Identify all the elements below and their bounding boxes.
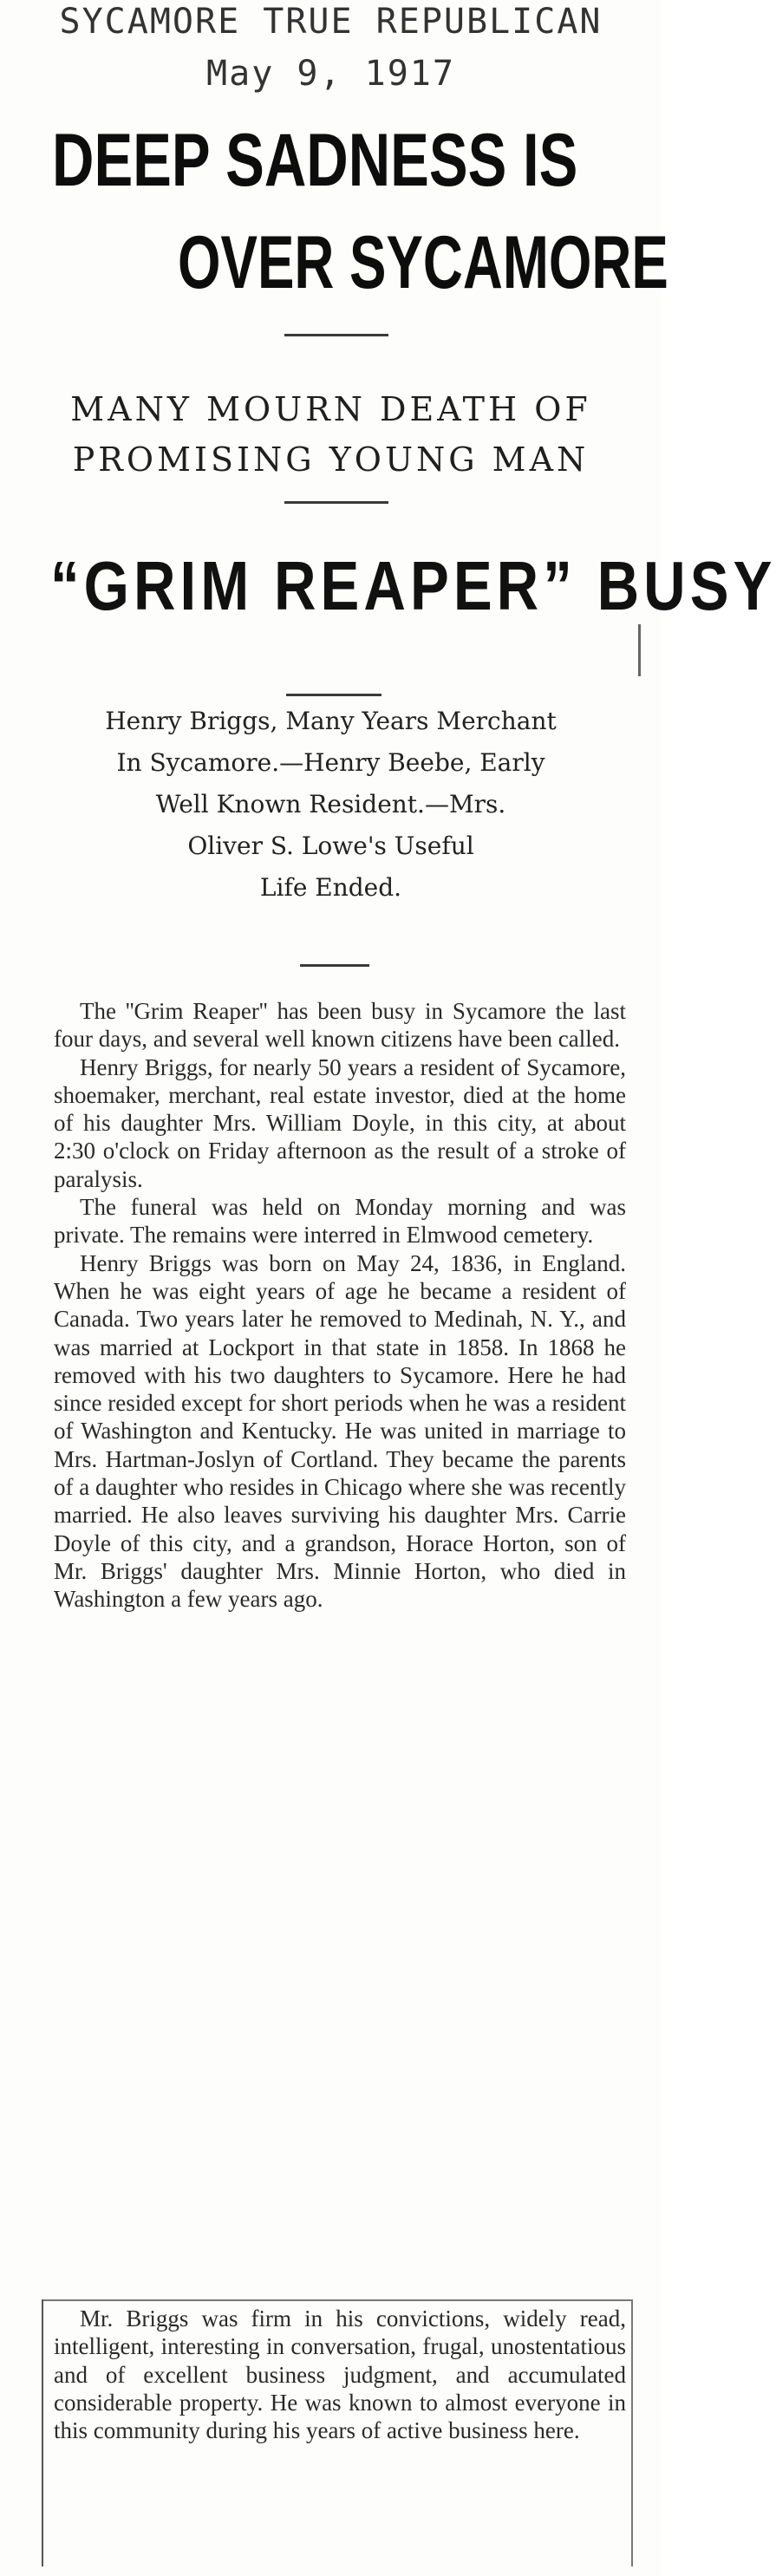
deck-line-2: PROMISING YOUNG MAN [72,440,590,479]
summary-line: In Sycamore.—Henry Beebe, Early [116,748,545,777]
divider-rule [286,694,381,696]
box-right-border [631,2299,633,2566]
secondary-headline: “GRIM REAPER” BUSY [50,547,776,624]
article-body [54,997,626,1614]
divider-rule [300,964,369,967]
body-paragraph: The funeral was held on Monday morning and was private. The remains were interred in Elmwood cemetery. [54,1194,626,1249]
divider-rule [284,334,388,336]
newspaper-name: SYCAMORE TRUE REPUBLICAN [59,2,603,42]
summary-line: Henry Briggs, Many Years Merchant [105,707,557,735]
publication-date: May 9, 1917 [206,54,455,94]
summary-line: Well Known Resident.—Mrs. [155,790,506,818]
summary-deck [35,701,627,909]
boxed-paragraph: Mr. Briggs was firm in his convictions, widely read, intelligent, interesting in conversation, frugal, unostentatious and of excellent business judgment, and accumulated considerable property. He was known to almost everyone in this community during his years of active business here. [54,2305,626,2444]
headline-line-2: OVER SYCAMORE [178,221,668,304]
box-top-border [42,2299,633,2301]
body-paragraph: Henry Briggs, for nearly 50 years a resident of Sycamore, shoemaker, merchant, real estate investor, died at the home of his daughter Mrs. William Doyle, in this city, at about 2:30 o'clock on Friday afternoon as the result of a stroke of paralysis. [54,1053,626,1192]
column-mark [638,624,641,676]
summary-line: Oliver S. Lowe's Useful [187,831,474,860]
box-left-border [42,2299,43,2566]
boxed-paragraph-block [54,2305,626,2444]
headline-line-1: DEEP SADNESS IS [52,119,578,202]
body-paragraph: The ''Grim Reaper'' has been busy in Sycamore the last four days, and several well known citizens have been called. [54,998,626,1053]
body-paragraph: Henry Briggs was born on May 24, 1836, in England. When he was eight years of age he became a resident of Canada. Two years later he removed to Medinah, N. Y., and was married at Lockport in that state in 1858. In 1868 he removed with his two daughters to Sycamore. Here he had since resided except for short periods when he was a resident of Washington and Kentucky. He was united in marriage to Mrs. Hartman-Joslyn of Cortland. They became the parents of a daughter who resides in Chicago where she was recently married. He also leaves surviving his daughter Mrs. Carrie Doyle of this city, and a grandson, Horace Horton, son of Mr. Briggs' daughter Mrs. Minnie Horton, who died in Washington a few years ago. [54,1249,626,1613]
deck-line-1: MANY MOURN DEATH OF [70,390,591,428]
summary-line: Life Ended. [259,873,402,902]
divider-rule [284,501,388,504]
